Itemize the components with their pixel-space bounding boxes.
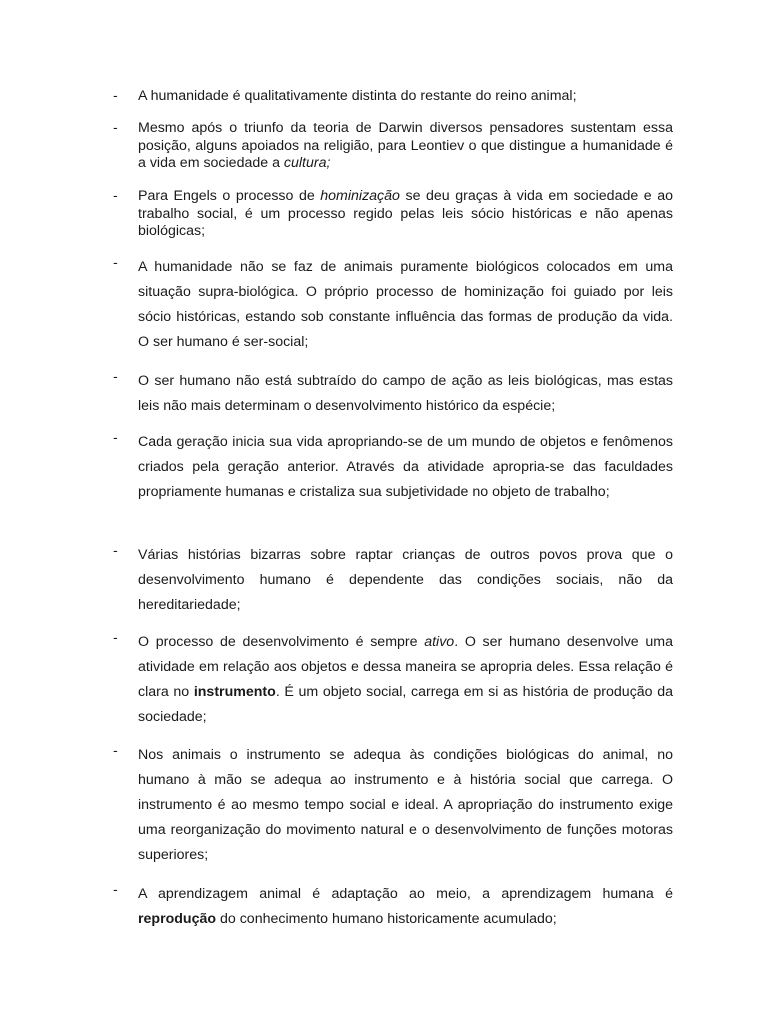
text-run: . É um objeto social, carrega em si as história de produção da sociedade; xyxy=(138,684,673,725)
bold-text: instrumento xyxy=(193,684,276,700)
text-run: A aprendizagem animal é adaptação ao meio, a aprendizagem humana é xyxy=(138,886,673,902)
bullet-dash: - xyxy=(113,188,118,204)
text-run: Nos animais o instrumento se adequa às condições biológicas do animal, no humano à mão se adequa ao instrumento e à história social que carrega. O instrumento é ao mesmo tempo social e ideal. A apropriação do instrumento exige uma reorganização do movimento natural e o desenvolvimento de funções motoras superiores; xyxy=(138,747,673,863)
text-run: . O ser humano desenvolve uma atividade em relação aos objetos e dessa maneira se apropria deles. Essa relação é clara no xyxy=(138,634,673,700)
italic-text: cultura; xyxy=(283,155,331,171)
italic-text: hominização xyxy=(320,188,400,204)
text-run: Mesmo após o triunfo da teoria de Darwin diversos pensadores sustentam essa posição, alguns apoiados na religião, para Leontiev o que distingue a humanidade é a vida em sociedade a xyxy=(138,120,673,171)
bullet-dash: - xyxy=(113,120,118,136)
bold-text: reprodução xyxy=(138,911,217,927)
bullet-dash: - xyxy=(113,430,118,446)
bullet-dash: - xyxy=(113,88,118,104)
text-run: A humanidade não se faz de animais puramente biológicos colocados em uma situação supra-biológica. O próprio processo de hominização foi guiado por leis sócio históricas, estando sob constante influência das formas de produção da vida. O ser humano é ser-social; xyxy=(138,259,673,350)
italic-text: ativo xyxy=(424,634,455,650)
bullet-dash: - xyxy=(113,369,118,385)
list-item-text xyxy=(138,630,673,730)
list-item-text xyxy=(138,88,673,106)
text-run: do conhecimento humano historicamente acumulado; xyxy=(216,911,557,927)
text-run: Cada geração inicia sua vida apropriando-se de um mundo de objetos e fenômenos criados pela geração anterior. Através da atividade apropria-se das faculdades propriamente humanas e cristaliza sua subjetividade no objeto de trabalho; xyxy=(138,434,673,500)
bullet-dash: - xyxy=(113,743,118,759)
text-run: O ser humano não está subtraído do campo de ação as leis biológicas, mas estas leis não mais determinam o desenvolvimento histórico da espécie; xyxy=(138,373,673,414)
text-run: se deu graças à vida em sociedade e ao trabalho social, é um processo regido pelas leis sócio históricas e não apenas biológicas; xyxy=(138,188,673,239)
text-run: Para Engels o processo de xyxy=(138,188,321,204)
list-item-text xyxy=(138,743,673,868)
text-run: Várias histórias bizarras sobre raptar crianças de outros povos prova que o desenvolvimento humano é dependente das condições sociais, não da hereditariedade; xyxy=(138,547,673,613)
text-run: A humanidade é qualitativamente distinta do restante do reino animal; xyxy=(138,88,577,104)
bullet-dash: - xyxy=(113,630,118,646)
text-run: O processo de desenvolvimento é sempre xyxy=(138,634,425,650)
list-item-text xyxy=(138,188,673,241)
bullet-dash: - xyxy=(113,543,118,559)
list-item-text xyxy=(138,255,673,355)
bullet-dash: - xyxy=(113,255,118,271)
list-item-text xyxy=(138,120,673,173)
list-item-text xyxy=(138,882,673,932)
bullet-dash: - xyxy=(113,882,118,898)
list-item-text xyxy=(138,543,673,618)
list-item-text xyxy=(138,369,673,419)
list-item-text xyxy=(138,430,673,505)
